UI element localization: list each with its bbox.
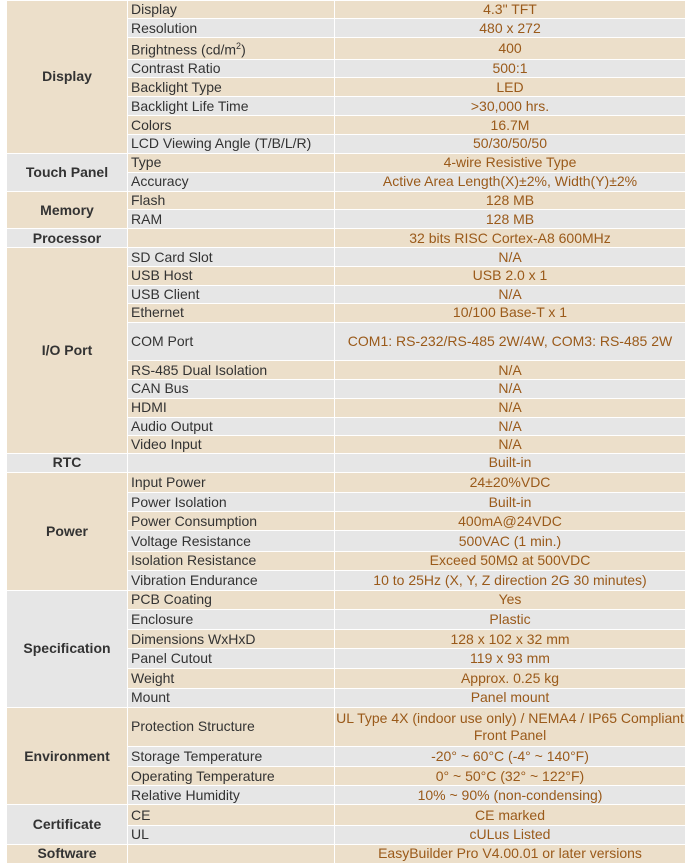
spec-row bbox=[7, 590, 686, 609]
item-label: SD Card Slot bbox=[128, 248, 335, 266]
spec-row bbox=[7, 192, 686, 210]
spec-value: N/A bbox=[335, 285, 686, 303]
item-label-tail: ) bbox=[241, 42, 246, 58]
item-label: COM Port bbox=[128, 322, 335, 360]
spec-value: 500VAC (1 min.) bbox=[335, 531, 686, 551]
item-label: CAN Bus bbox=[128, 380, 335, 398]
category-label: Software bbox=[7, 844, 128, 863]
spec-value: 10/100 Base-T x 1 bbox=[335, 303, 686, 322]
item-label: Power Consumption bbox=[128, 512, 335, 531]
spec-value: 128 x 102 x 32 mm bbox=[335, 630, 686, 649]
category-label: Environment bbox=[7, 707, 128, 805]
item-label: Backlight Life Time bbox=[128, 97, 335, 116]
spec-value: 24±20%VDC bbox=[335, 473, 686, 493]
spec-value: 119 x 93 mm bbox=[335, 649, 686, 669]
spec-row bbox=[7, 844, 686, 863]
item-label: Relative Humidity bbox=[128, 786, 335, 805]
spec-value: >30,000 hrs. bbox=[335, 97, 686, 116]
item-label: LCD Viewing Angle (T/B/L/R) bbox=[128, 134, 335, 153]
item-label: USB Host bbox=[128, 266, 335, 285]
spec-value: Exceed 50MΩ at 500VDC bbox=[335, 551, 686, 570]
spec-value: Built-in bbox=[335, 453, 686, 472]
spec-value: 4.3" TFT bbox=[335, 1, 686, 19]
spec-value: Yes bbox=[335, 590, 686, 609]
spec-value: CE marked bbox=[335, 805, 686, 825]
spec-row bbox=[7, 805, 686, 825]
spec-value: N/A bbox=[335, 361, 686, 380]
category-label: I/O Port bbox=[7, 248, 128, 453]
category-label: Memory bbox=[7, 192, 128, 229]
item-label: Input Power bbox=[128, 473, 335, 493]
spec-value: 50/30/50/50 bbox=[335, 134, 686, 153]
spec-value: 0° ~ 50°C (32° ~ 122°F) bbox=[335, 767, 686, 786]
item-label: Ethernet bbox=[128, 303, 335, 322]
spec-value: N/A bbox=[335, 398, 686, 417]
spec-row bbox=[7, 229, 686, 248]
spec-value: 500:1 bbox=[335, 60, 686, 78]
spec-row bbox=[7, 473, 686, 493]
item-label-text: Brightness (cd/m bbox=[131, 42, 237, 58]
spec-value: Approx. 0.25 kg bbox=[335, 669, 686, 688]
category-label: RTC bbox=[7, 453, 128, 472]
spec-value: 480 x 272 bbox=[335, 19, 686, 38]
item-label: CE bbox=[128, 805, 335, 825]
item-label: Storage Temperature bbox=[128, 747, 335, 767]
item-label: RAM bbox=[128, 210, 335, 229]
item-label: Backlight Type bbox=[128, 78, 335, 97]
spec-value: 128 MB bbox=[335, 210, 686, 229]
category-label: Touch Panel bbox=[7, 153, 128, 191]
category-label: Specification bbox=[7, 590, 128, 707]
spec-value: 32 bits RISC Cortex-A8 600MHz bbox=[335, 229, 686, 248]
spec-value: Plastic bbox=[335, 610, 686, 630]
category-label: Power bbox=[7, 473, 128, 591]
item-label: Isolation Resistance bbox=[128, 551, 335, 570]
spec-row bbox=[7, 1, 686, 19]
item-label bbox=[128, 453, 335, 472]
spec-value: N/A bbox=[335, 435, 686, 453]
spec-value: 400 bbox=[335, 38, 686, 60]
item-label: Voltage Resistance bbox=[128, 531, 335, 551]
spec-table bbox=[6, 0, 686, 864]
item-label: Protection Structure bbox=[128, 707, 335, 746]
item-label: Enclosure bbox=[128, 610, 335, 630]
item-label: Accuracy bbox=[128, 172, 335, 191]
spec-value: LED bbox=[335, 78, 686, 97]
spec-value: Active Area Length(X)±2%, Width(Y)±2% bbox=[335, 172, 686, 191]
spec-value: 128 MB bbox=[335, 192, 686, 210]
item-label: Resolution bbox=[128, 19, 335, 38]
spec-value: Built-in bbox=[335, 493, 686, 512]
item-label bbox=[128, 229, 335, 248]
item-label: Panel Cutout bbox=[128, 649, 335, 669]
spec-value: N/A bbox=[335, 417, 686, 435]
spec-value: 400mA@24VDC bbox=[335, 512, 686, 531]
item-label: Display bbox=[128, 1, 335, 19]
category-label: Display bbox=[7, 1, 128, 154]
spec-value: Panel mount bbox=[335, 688, 686, 707]
spec-row bbox=[7, 453, 686, 472]
item-label: Contrast Ratio bbox=[128, 60, 335, 78]
item-label: HDMI bbox=[128, 398, 335, 417]
item-label: Mount bbox=[128, 688, 335, 707]
category-label: Certificate bbox=[7, 805, 128, 844]
spec-value: N/A bbox=[335, 248, 686, 266]
spec-value: UL Type 4X (indoor use only) / NEMA4 / IP65 Compliant Front Panel bbox=[335, 707, 686, 746]
category-label: Processor bbox=[7, 229, 128, 248]
superscript: 2 bbox=[236, 41, 242, 52]
item-label: Weight bbox=[128, 669, 335, 688]
spec-value: 16.7M bbox=[335, 116, 686, 134]
spec-value: cULus Listed bbox=[335, 825, 686, 844]
spec-value: 10 to 25Hz (X, Y, Z direction 2G 30 minutes) bbox=[335, 570, 686, 590]
spec-value: N/A bbox=[335, 380, 686, 398]
item-label: Operating Temperature bbox=[128, 767, 335, 786]
item-label: Type bbox=[128, 153, 335, 172]
spec-value: -20° ~ 60°C (-4° ~ 140°F) bbox=[335, 747, 686, 767]
item-label: Video Input bbox=[128, 435, 335, 453]
spec-value: COM1: RS-232/RS-485 2W/4W, COM3: RS-485 2W bbox=[335, 322, 686, 360]
item-label: Flash bbox=[128, 192, 335, 210]
spec-row bbox=[7, 153, 686, 172]
item-label: Vibration Endurance bbox=[128, 570, 335, 590]
spec-row bbox=[7, 248, 686, 266]
spec-value: 4-wire Resistive Type bbox=[335, 153, 686, 172]
spec-value: USB 2.0 x 1 bbox=[335, 266, 686, 285]
item-label: Power Isolation bbox=[128, 493, 335, 512]
item-label bbox=[128, 38, 335, 60]
item-label bbox=[128, 844, 335, 863]
item-label: PCB Coating bbox=[128, 590, 335, 609]
item-label: Dimensions WxHxD bbox=[128, 630, 335, 649]
item-label: RS-485 Dual Isolation bbox=[128, 361, 335, 380]
item-label: Audio Output bbox=[128, 417, 335, 435]
spec-value: EasyBuilder Pro V4.00.01 or later versions bbox=[335, 844, 686, 863]
item-label: USB Client bbox=[128, 285, 335, 303]
spec-row bbox=[7, 707, 686, 746]
item-label: UL bbox=[128, 825, 335, 844]
spec-value: 10% ~ 90% (non-condensing) bbox=[335, 786, 686, 805]
item-label: Colors bbox=[128, 116, 335, 134]
